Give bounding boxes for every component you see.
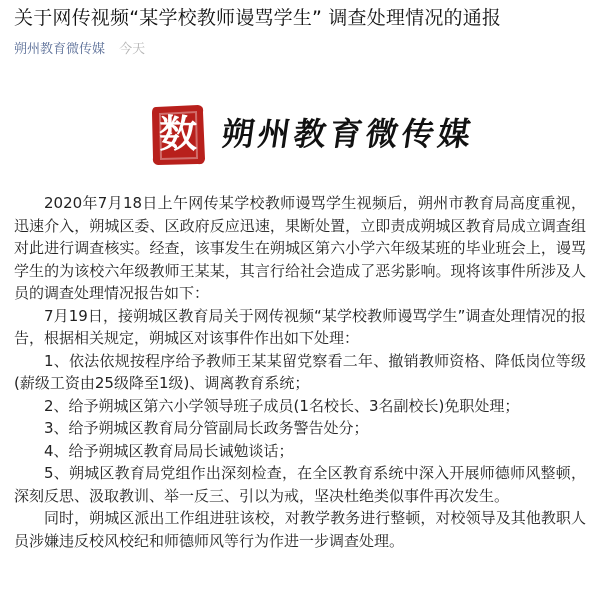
brand-banner: [14, 100, 586, 182]
seal-character: 数: [158, 111, 198, 156]
banner-name: 朔州教育微传媒: [219, 115, 477, 153]
body-paragraph: 5、朔城区教育局党组作出深刻检查，在全区教育系统中深入开展师德师风整顿，深刻反思、汲取教训、举一反三、引以为戒，坚决杜绝类似事件再次发生。: [14, 464, 586, 505]
article-title: 关于网传视频“某学校教师谩骂学生” 调查处理情况的通报: [14, 7, 502, 29]
body-paragraph: 同时，朔城区派出工作组进驻该校，对教学教务进行整顿，对校领导及其他教职人员涉嫌违反校风校纪和师德师风等行为作进一步调查处理。: [14, 509, 586, 550]
account-name-link[interactable]: 朔州教育微传媒: [14, 42, 106, 57]
article-meta: [14, 41, 586, 59]
article-body: [14, 192, 586, 552]
body-paragraph: 2、给予朔城区第六小学领导班子成员(1名校长、3名副校长)免职处理；: [44, 396, 520, 415]
publish-time: 今天: [119, 42, 146, 57]
body-paragraph: 4、给予朔城区教育局局长诫勉谈话；: [44, 441, 294, 460]
body-paragraph: 3、给予朔城区教育局分管副局长政务警告处分；: [44, 419, 369, 437]
seal-logo-icon: [150, 103, 206, 167]
body-paragraph: 1、依法依规按程序给予教师王某某留党察看二年、撤销教师资格、降低岗位等级(薪级工资由25级降至1级)、调离教育系统；: [14, 351, 586, 392]
body-paragraph: 2020年7月18日上午网传某学校教师谩骂学生视频后，朔州市教育局高度重视，迅速介入，朔城区委、区政府反应迅速，果断处置，立即责成朔城区教育局成立调查组对此进行调查核实。经查，该事发生在朔城区第六小学六年级某班的毕业班会上，谩骂学生的为该校六年级教师王某某，其言行给社会造成了恶劣影响。现将该事件所涉及人员的调查处理情况报告如下：: [14, 194, 586, 302]
body-paragraph: 7月19日，接朔城区教育局关于网传视频“某学校教师谩骂学生”调查处理情况的报告，根据相关规定，朔城区对该事件作出如下处理：: [14, 306, 586, 347]
